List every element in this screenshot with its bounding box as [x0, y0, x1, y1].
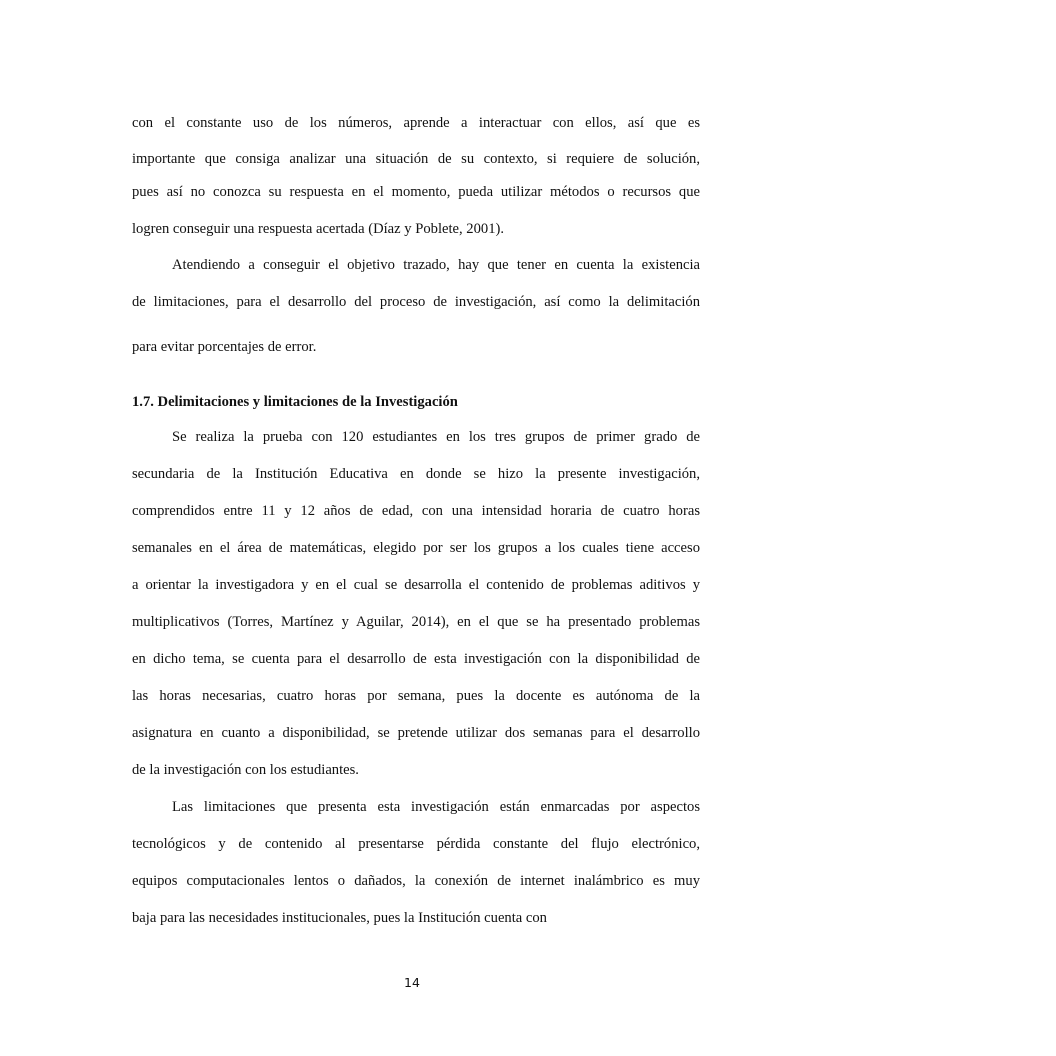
paragraph-line: en dicho tema, se cuenta para el desarrollo de esta investigación con la disponibilidad de — [132, 651, 700, 667]
paragraph-line: semanales en el área de matemáticas, elegido por ser los grupos a los cuales tiene acceso — [132, 540, 700, 556]
page-number: 14 — [404, 975, 420, 990]
paragraph-line: baja para las necesidades institucionales, pues la Institución cuenta con — [132, 910, 547, 926]
paragraph-line: a orientar la investigadora y en el cual se desarrolla el contenido de problemas aditivos y — [132, 577, 700, 593]
paragraph-line: Se realiza la prueba con 120 estudiantes en los tres grupos de primer grado de — [172, 429, 700, 445]
paragraph-line: multiplicativos (Torres, Martínez y Aguilar, 2014), en el que se ha presentado problemas — [132, 614, 700, 630]
paragraph-line: tecnológicos y de contenido al presentarse pérdida constante del flujo electrónico, — [132, 836, 700, 852]
paragraph-line: para evitar porcentajes de error. — [132, 339, 317, 355]
paragraph-line: de limitaciones, para el desarrollo del proceso de investigación, así como la delimitación — [132, 294, 700, 310]
paragraph-line: pues así no conozca su respuesta en el momento, pueda utilizar métodos o recursos que — [132, 184, 700, 200]
paragraph-line: las horas necesarias, cuatro horas por semana, pues la docente es autónoma de la — [132, 688, 700, 704]
paragraph-line: asignatura en cuanto a disponibilidad, se pretende utilizar dos semanas para el desarrollo — [132, 725, 700, 741]
paragraph-line: secundaria de la Institución Educativa en donde se hizo la presente investigación, — [132, 466, 700, 482]
section-heading: 1.7. Delimitaciones y limitaciones de la Investigación — [132, 394, 458, 410]
paragraph-line: Atendiendo a conseguir el objetivo trazado, hay que tener en cuenta la existencia — [172, 257, 700, 273]
paragraph-line: Las limitaciones que presenta esta investigación están enmarcadas por aspectos — [172, 799, 700, 815]
paragraph-line: equipos computacionales lentos o dañados, la conexión de internet inalámbrico es muy — [132, 873, 700, 889]
paragraph-line: de la investigación con los estudiantes. — [132, 762, 359, 778]
paragraph-line: importante que consiga analizar una situación de su contexto, si requiere de solución, — [132, 151, 700, 167]
paragraph-line: con el constante uso de los números, aprende a interactuar con ellos, así que es — [132, 115, 700, 131]
paragraph-line: logren conseguir una respuesta acertada (Díaz y Poblete, 2001). — [132, 221, 504, 237]
paragraph-line: comprendidos entre 11 y 12 años de edad, con una intensidad horaria de cuatro horas — [132, 503, 700, 519]
